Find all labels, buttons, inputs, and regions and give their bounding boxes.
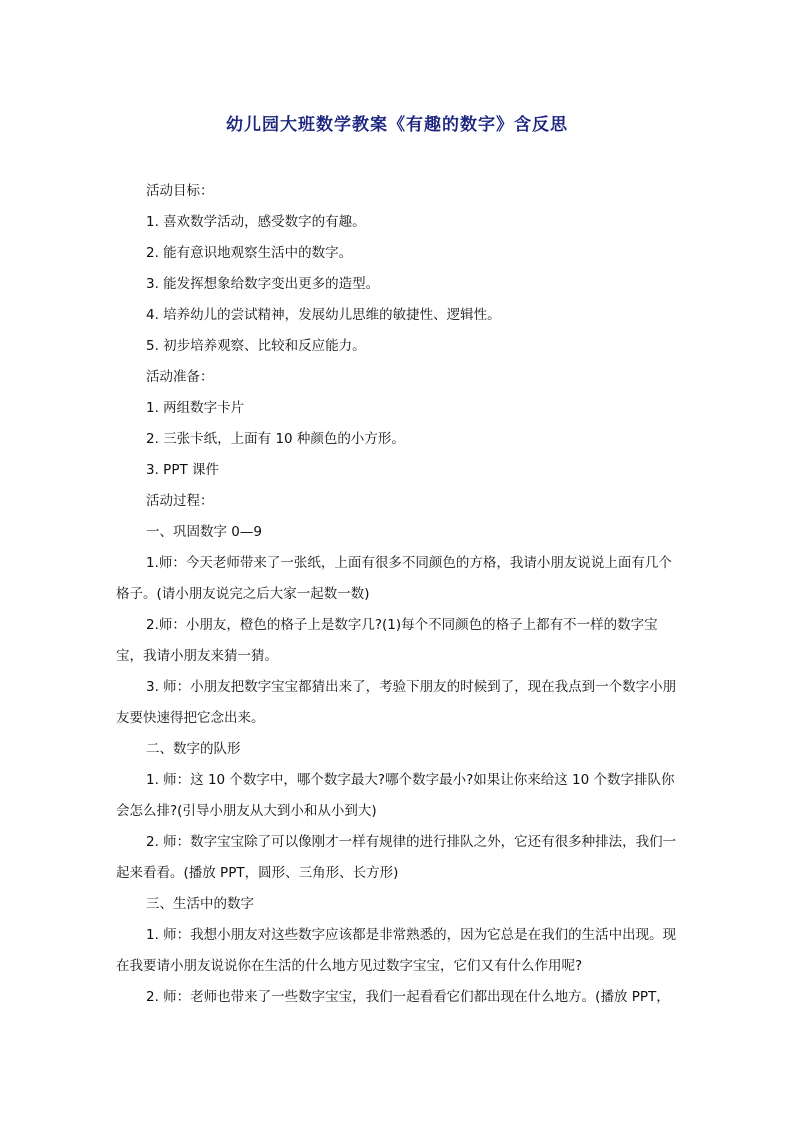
goal-item: 1. 喜欢数学活动，感受数字的有趣。 [146,214,366,230]
section-heading: 二、数字的队形 [146,741,241,757]
document-body [116,176,682,1013]
prep-item: 1. 两组数字卡片 [146,400,245,416]
paragraph: 2. 师：数字宝宝除了可以像刚才一样有规律的进行排队之外，它还有很多种排法，我们一起来看看。(播放 PPT，圆形、三角形、长方形) [116,834,677,881]
goal-item: 2. 能有意识地观察生活中的数字。 [146,245,353,261]
section-heading: 一、巩固数字 0—9 [146,524,262,540]
paragraph: 3. 师：小朋友把数字宝宝都猜出来了，考验下朋友的时候到了，现在我点到一个数字小朋友要快速得把它念出来。 [116,679,677,726]
process-heading: 活动过程： [146,493,214,509]
goals-heading: 活动目标： [146,183,214,199]
section-heading: 三、生活中的数字 [146,896,254,912]
prep-item: 2. 三张卡纸，上面有 10 种颜色的小方形。 [146,431,405,447]
goal-item: 5. 初步培养观察、比较和反应能力。 [146,338,366,354]
paragraph: 2. 师：老师也带来了一些数字宝宝，我们一起看看它们都出现在什么地方。(播放 PPT， [146,989,670,1005]
goal-item: 4. 培养幼儿的尝试精神，发展幼儿思维的敏捷性、逻辑性。 [146,307,501,323]
paragraph: 1. 师：这 10 个数字中，哪个数字最大?哪个数字最小?如果让你来给这 10 个数字排队你会怎么排?(引导小朋友从大到小和从小到大) [116,772,675,819]
paragraph: 1.师：今天老师带来了一张纸，上面有很多不同颜色的方格，我请小朋友说说上面有几个格子。(请小朋友说完之后大家一起数一数) [116,555,672,602]
paragraph: 1. 师：我想小朋友对这些数字应该都是非常熟悉的，因为它总是在我们的生活中出现。现在我要请小朋友说说你在生活的什么地方见过数字宝宝，它们又有什么作用呢? [116,927,677,974]
paragraph: 2.师：小朋友，橙色的格子上是数字几?(1)每个不同颜色的格子上都有不一样的数字宝宝，我请小朋友来猜一猜。 [116,617,658,664]
prep-item: 3. PPT 课件 [146,462,219,478]
prep-heading: 活动准备： [146,369,214,385]
goal-item: 3. 能发挥想象给数字变出更多的造型。 [146,276,380,292]
document-title: 幼儿园大班数学教案《有趣的数字》含反思 [226,115,568,135]
